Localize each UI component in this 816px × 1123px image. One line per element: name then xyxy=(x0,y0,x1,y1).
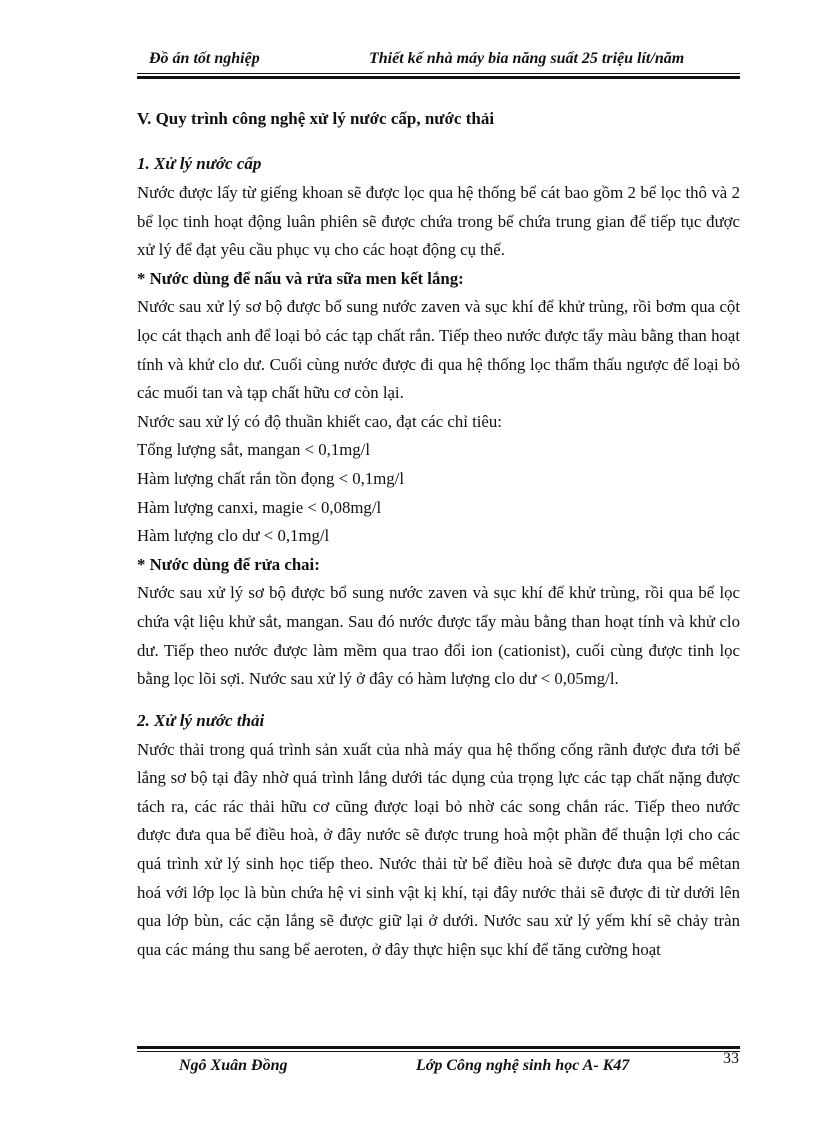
header-rule-thick xyxy=(137,76,740,79)
criteria-item: Hàm lượng chất rắn tồn đọng < 0,1mg/l xyxy=(137,468,404,488)
criteria-item: Hàm lượng clo dư < 0,1mg/l xyxy=(137,526,330,546)
paragraph-bottle-washing-water: Nước sau xử lý sơ bộ được bổ sung nước zaven và sục khí để khử trùng, rồi qua bể lọc chứa vật liệu khử sắt, mangan. Sau đó nước được tẩy màu bằng than hoạt tính và khử clo dư. Tiếp theo nước được làm mềm qua trao đổi ion (cationist), cuối cùng được tinh lọc bằng lọc lõi sợi. Nước sau xử lý ở đây có hàm lượng clo dư < 0,05mg/l. xyxy=(137,583,740,689)
footer-author: Ngô Xuân Đồng xyxy=(179,1057,288,1074)
header-thesis-label: Đồ án tốt nghiệp xyxy=(149,50,260,67)
page-footer xyxy=(137,1046,740,1086)
footer-rule-thick xyxy=(137,1046,740,1049)
criteria-item: Tổng lượng sắt, mangan < 0,1mg/l xyxy=(137,440,370,460)
section-title: V. Quy trình công nghệ xử lý nước cấp, nước thải xyxy=(137,109,495,128)
page-header xyxy=(137,50,740,80)
heading-cooking-water: * Nước dùng để nấu và rửa sữa men kết lắng: xyxy=(137,268,464,288)
subsection-title-water-supply: 1. Xử lý nước cấp xyxy=(137,154,262,173)
footer-rule-thin xyxy=(137,1051,740,1052)
page-body xyxy=(137,106,740,964)
paragraph-water-supply-intro: Nước được lấy từ giếng khoan sẽ được lọc qua hệ thống bể cát bao gồm 2 bể lọc thô và 2 bể lọc tinh hoạt động luân phiên sẽ được chứa trong bể chứa trung gian để tiếp tục được xử lý để đạt yêu cầu phục vụ cho các hoạt động cụ thể. xyxy=(137,183,740,260)
heading-bottle-washing-water: * Nước dùng để rửa chai: xyxy=(137,554,320,574)
header-thesis-title: Thiết kế nhà máy bia năng suất 25 triệu lít/năm xyxy=(369,50,685,67)
footer-class: Lớp Công nghệ sinh học A- K47 xyxy=(416,1057,630,1074)
paragraph-wastewater: Nước thải trong quá trình sản xuất của nhà máy qua hệ thống cống rãnh được đưa tới bể lắng sơ bộ tại đây nhờ quá trình lắng dưới tác dụng của trọng lực các tạp chất nặng được tách ra, các rác thải hữu cơ cũng được loại bỏ nhờ các song chắn rác. Tiếp theo nước được đưa qua bể điều hoà, ở đây nước sẽ được trung hoà một phần để thuận lợi cho các quá trình xử lý sinh học tiếp theo. Nước thải từ bể điều hoà sẽ được đưa qua bể mêtan hoá với lớp lọc là bùn chứa hệ vi sinh vật kị khí, tại đây nước thải sẽ được đi từ dưới lên qua lớp bùn, các cặn lắng sẽ được giữ lại ở dưới. Nước sau xử lý yếm khí sẽ chảy tràn qua các máng thu sang bể aeroten, ở đây thực hiện sục khí để tăng cường hoạt xyxy=(137,739,740,959)
header-rule-thin xyxy=(137,73,740,74)
paragraph-cooking-water: Nước sau xử lý sơ bộ được bổ sung nước zaven và sục khí để khử trùng, rồi bơm qua cột lọc cát thạch anh để loại bỏ các tạp chất rắn. Tiếp theo nước được tẩy màu bằng than hoạt tính và khử clo dư. Cuối cùng nước được đi qua hệ thống lọc thẩm thấu ngược để loại bỏ các muối tan và tạp chất hữu cơ còn lại. xyxy=(137,297,740,403)
subsection-title-wastewater: 2. Xử lý nước thải xyxy=(137,710,265,730)
criteria-item: Hàm lượng canxi, magie < 0,08mg/l xyxy=(137,497,382,517)
page-number: 33 xyxy=(723,1050,739,1067)
purity-statement: Nước sau xử lý có độ thuần khiết cao, đạt các chỉ tiêu: xyxy=(137,411,502,431)
